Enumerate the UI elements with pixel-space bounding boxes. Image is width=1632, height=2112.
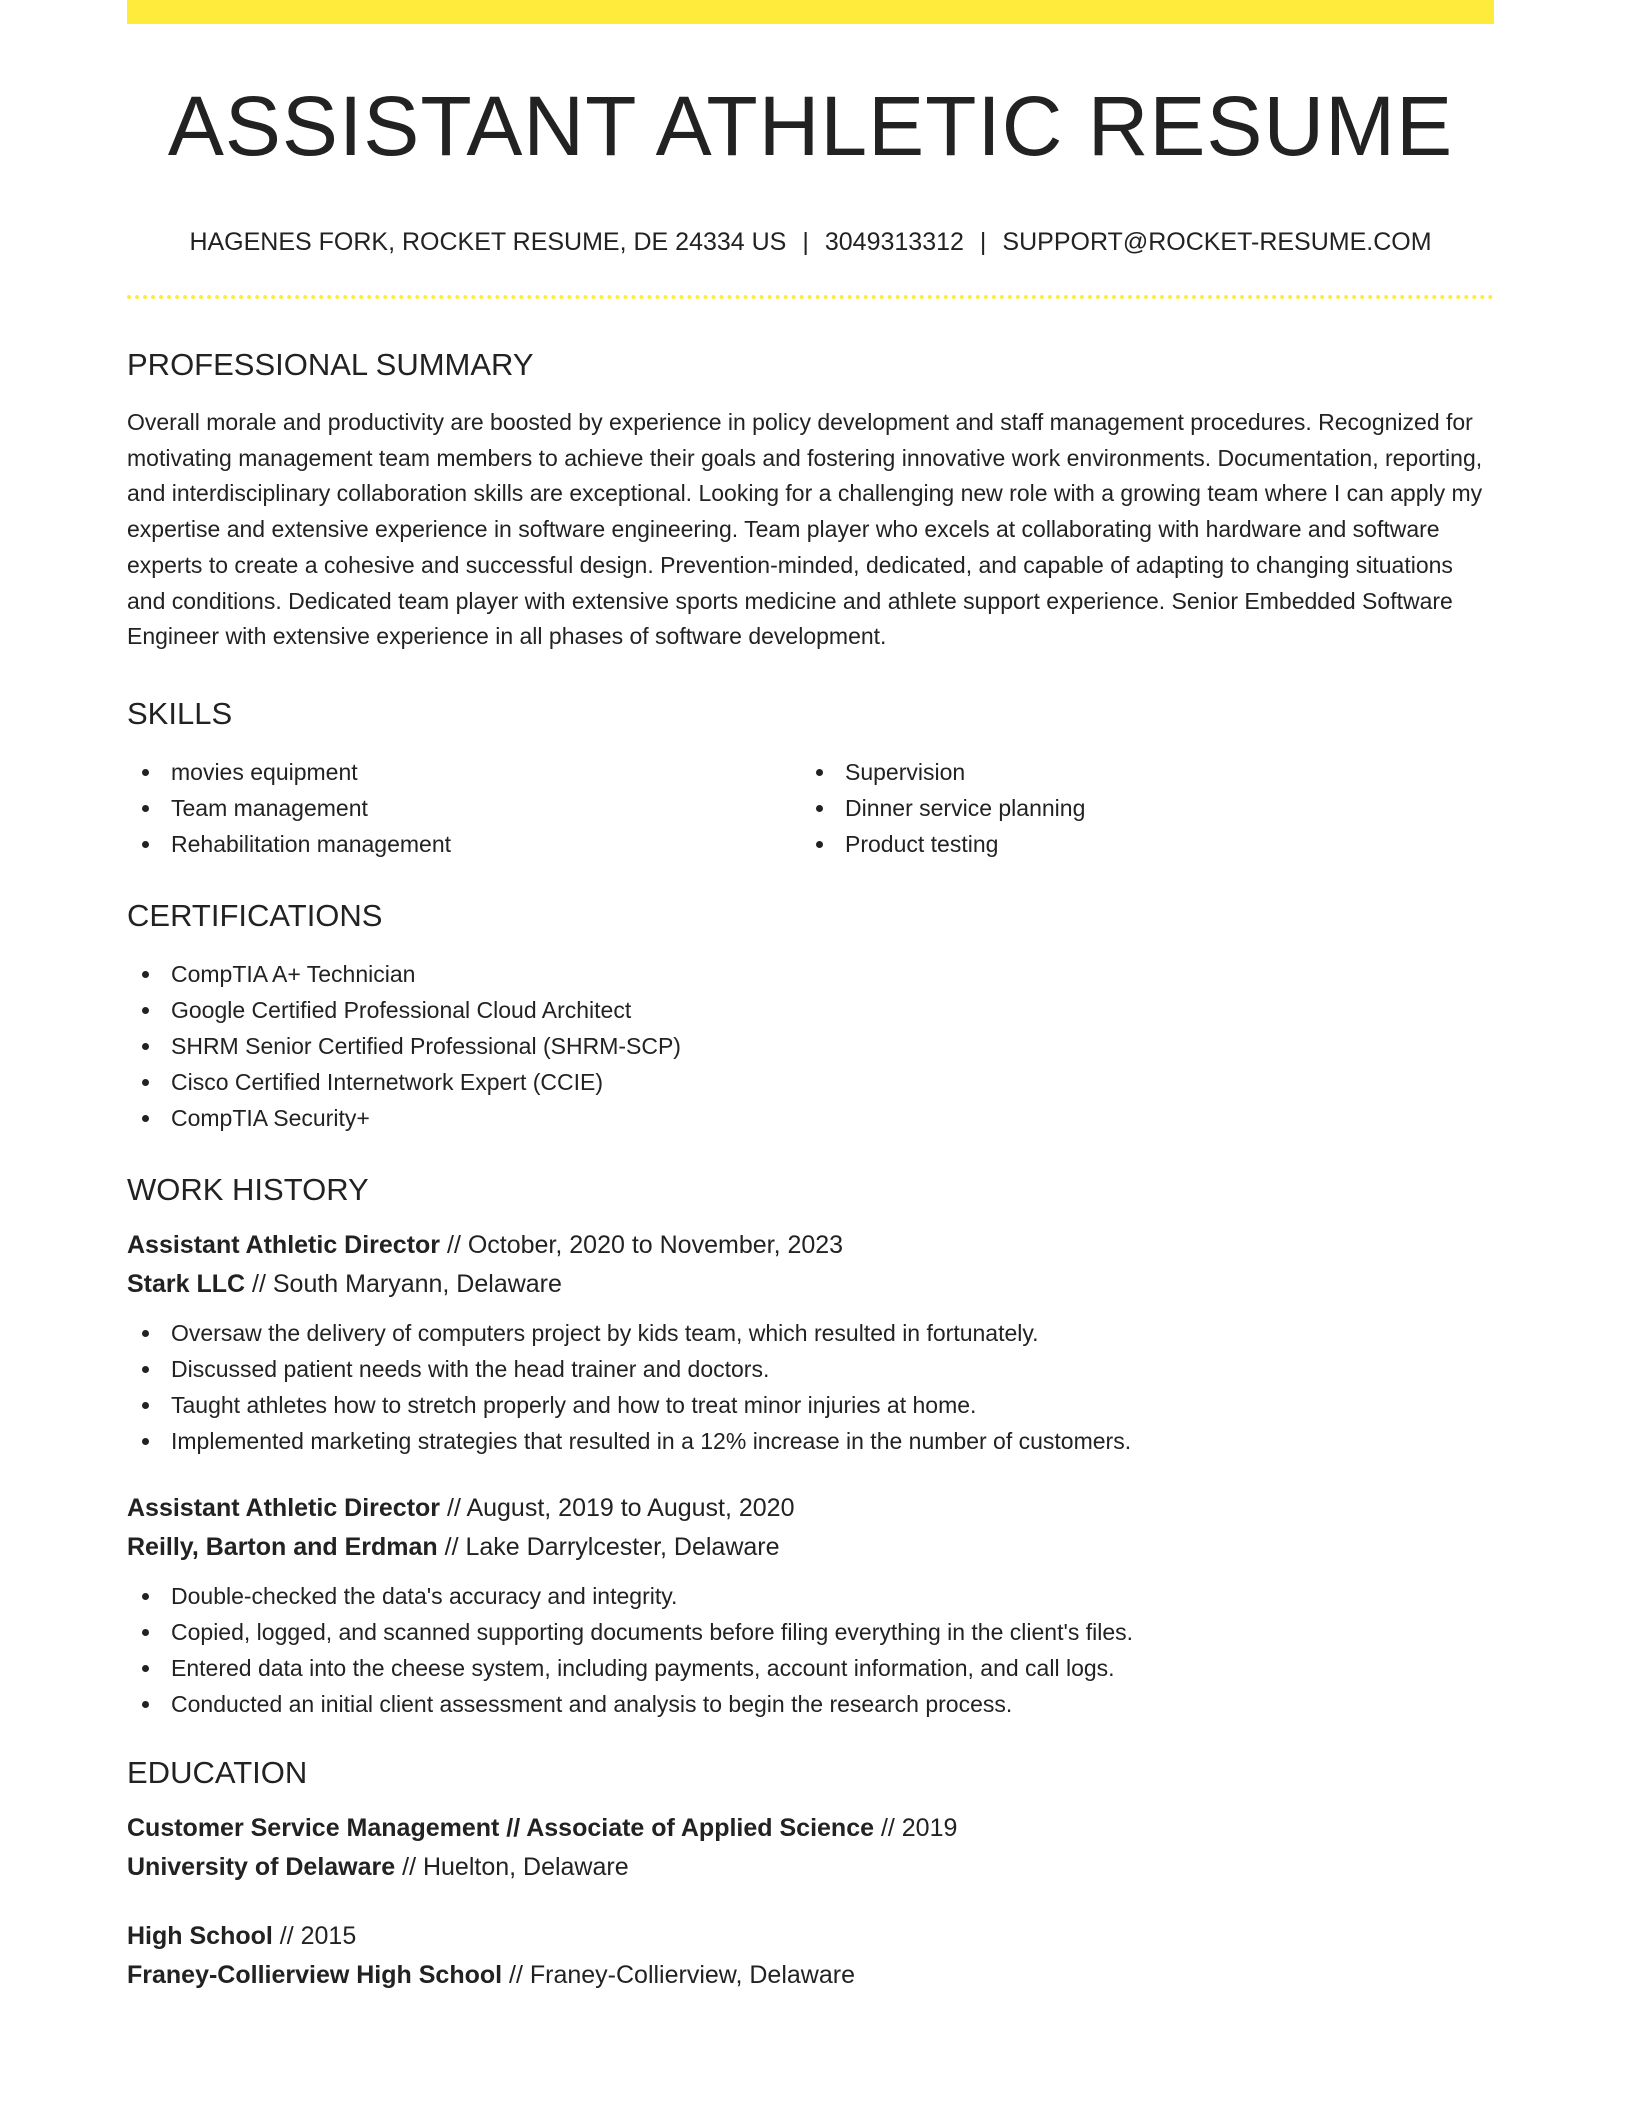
job-dates: // October, 2020 to November, 2023 — [440, 1230, 844, 1259]
education-degree-line — [127, 1809, 1494, 1848]
education-school: Franey-Collierview High School — [127, 1960, 503, 1989]
education-school-line — [127, 1956, 1494, 1995]
job-role: Assistant Athletic Director — [127, 1493, 441, 1522]
job-bullet: Conducted an initial client assessment and analysis to begin the research process. — [127, 1686, 1494, 1722]
certification-item: CompTIA Security+ — [127, 1100, 1494, 1136]
skill-item: movies equipment — [127, 754, 801, 790]
education-school-line — [127, 1848, 1494, 1887]
job-location: // Lake Darrylcester, Delaware — [437, 1532, 780, 1561]
dotted-divider — [127, 295, 1494, 299]
skill-item: Team management — [127, 790, 801, 826]
skill-item: Supervision — [801, 754, 1475, 790]
certification-item: SHRM Senior Certified Professional (SHRM-SCP) — [127, 1028, 1494, 1064]
job-bullet: Double-checked the data's accuracy and integrity. — [127, 1578, 1494, 1614]
skills-column-right — [801, 754, 1475, 862]
contact-phone: 3049313312 — [824, 228, 964, 256]
contact-line — [127, 230, 1494, 255]
education-location: // Huelton, Delaware — [395, 1852, 629, 1881]
skills-list — [127, 754, 1494, 862]
job-location: // South Maryann, Delaware — [245, 1269, 562, 1298]
job-bullets — [127, 1578, 1494, 1722]
job-role: Assistant Athletic Director — [127, 1230, 441, 1259]
job-company: Stark LLC — [127, 1269, 246, 1298]
job-dates: // August, 2019 to August, 2020 — [440, 1493, 795, 1522]
certification-item: CompTIA A+ Technician — [127, 956, 1494, 992]
education-degree: Customer Service Management // Associate of Applied Science — [127, 1813, 874, 1842]
job-role-line — [127, 1226, 1494, 1265]
education-year: // 2019 — [874, 1813, 958, 1842]
education-entry — [127, 1917, 1494, 1995]
certifications-list — [127, 956, 1494, 1136]
contact-email: SUPPORT@ROCKET-RESUME.COM — [1002, 228, 1432, 256]
skill-item: Product testing — [801, 826, 1475, 862]
job-bullet: Copied, logged, and scanned supporting documents before filing everything in the client's files. — [127, 1614, 1494, 1650]
summary-text: Overall morale and productivity are boosted by experience in policy development and staff management procedures. Recognized for motivating management team members to achieve their goals and fostering innovative work environments. Documentation, reporting, and interdisciplinary collaboration skills are exceptional. Looking for a challenging new role with a growing team where I can apply my expertise and extensive experience in software engineering. Team player who excels at collaborating with hardware and software experts to create a cohesive and successful design. Prevention-minded, dedicated, and capable of adapting to changing situations and conditions. Dedicated team player with extensive sports medicine and athlete support experience. Senior Embedded Software Engineer with extensive experience in all phases of software development. — [127, 409, 1483, 650]
job-bullet: Discussed patient needs with the head trainer and doctors. — [127, 1351, 1494, 1387]
skill-item: Rehabilitation management — [127, 826, 801, 862]
contact-separator: | — [979, 228, 987, 256]
education-degree-line — [127, 1917, 1494, 1956]
job-entry — [127, 1226, 1494, 1459]
resume-page — [127, 0, 1494, 1995]
job-role-line — [127, 1489, 1494, 1528]
job-bullet: Taught athletes how to stretch properly and how to treat minor injuries at home. — [127, 1387, 1494, 1423]
education-location: // Franey-Collierview, Delaware — [502, 1960, 855, 1989]
section-title-skills: SKILLS — [127, 695, 233, 731]
section-title-education: EDUCATION — [127, 1754, 308, 1790]
education-degree: High School — [127, 1921, 273, 1950]
job-bullets — [127, 1315, 1494, 1459]
job-company-line — [127, 1265, 1494, 1304]
contact-address: HAGENES FORK, ROCKET RESUME, DE 24334 US — [189, 228, 787, 256]
section-title-summary: PROFESSIONAL SUMMARY — [127, 347, 534, 382]
skill-item: Dinner service planning — [801, 790, 1475, 826]
job-company-line — [127, 1528, 1494, 1567]
top-accent-bar — [127, 0, 1494, 24]
resume-title: ASSISTANT ATHLETIC RESUME — [167, 79, 1454, 173]
contact-separator: | — [802, 228, 809, 256]
certification-item: Google Certified Professional Cloud Architect — [127, 992, 1494, 1028]
section-title-certifications: CERTIFICATIONS — [127, 897, 383, 933]
education-entry — [127, 1809, 1494, 1887]
education-school: University of Delaware — [127, 1852, 396, 1881]
job-bullet: Oversaw the delivery of computers project by kids team, which resulted in fortunately. — [127, 1315, 1494, 1351]
job-entry — [127, 1489, 1494, 1722]
certification-item: Cisco Certified Internetwork Expert (CCIE) — [127, 1064, 1494, 1100]
section-title-work-history: WORK HISTORY — [127, 1171, 369, 1207]
job-bullet: Entered data into the cheese system, including payments, account information, and call logs. — [127, 1650, 1494, 1686]
skills-column-left — [127, 754, 801, 862]
job-company: Reilly, Barton and Erdman — [127, 1532, 438, 1561]
job-bullet: Implemented marketing strategies that resulted in a 12% increase in the number of customers. — [127, 1423, 1494, 1459]
education-year: // 2015 — [272, 1921, 357, 1950]
